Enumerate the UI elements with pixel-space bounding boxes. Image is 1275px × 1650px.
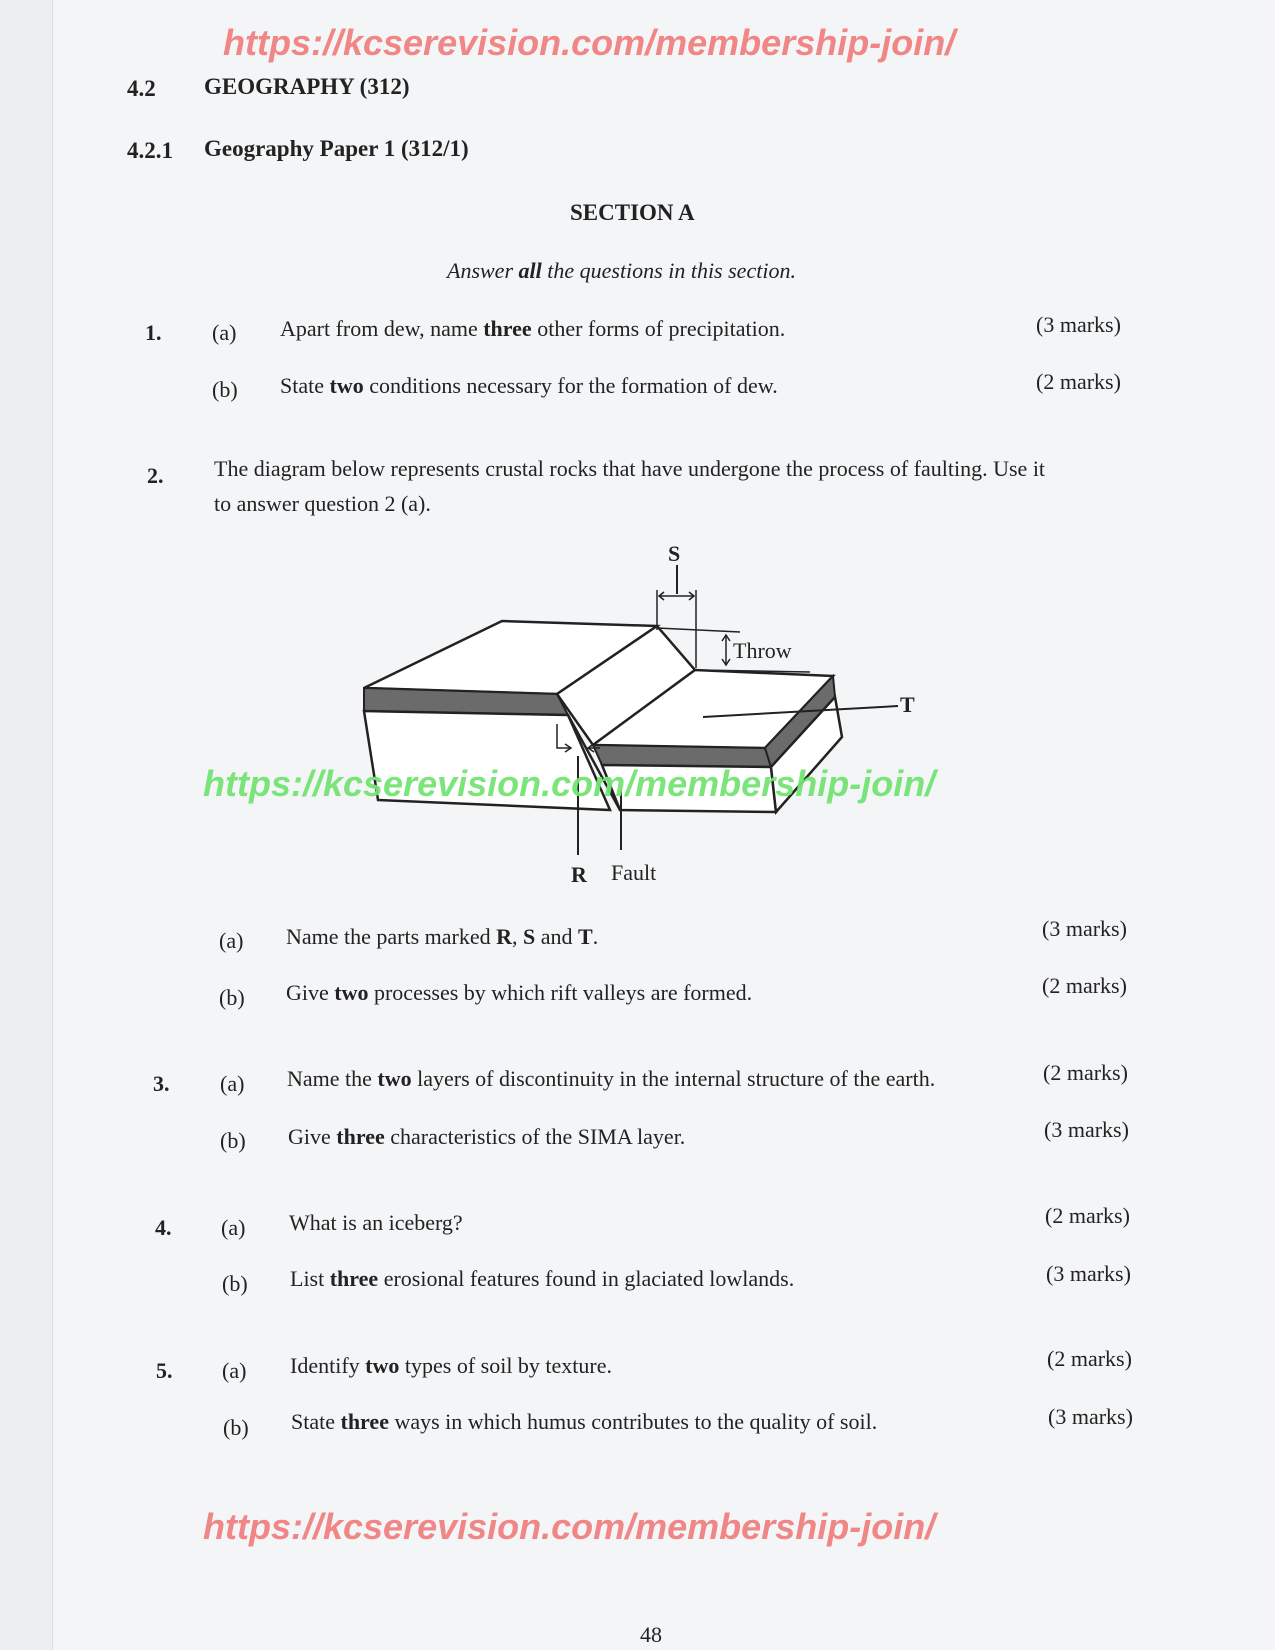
question-number: 2. [147,463,164,488]
watermark-top[interactable]: https://kcserevision.com/membership-join/ [223,22,956,63]
question-text: List three erosional features found in glaciated lowlands. [290,1266,795,1291]
part-label: (b) [223,1415,249,1440]
heading-title: GEOGRAPHY (312) [204,74,410,99]
fault-diagram [340,540,940,900]
question-text: The diagram below represents crustal rocks that have undergone the process of faulting. Use it [214,456,1046,481]
diagram-label-throw: Throw [733,638,792,663]
question-text: Identify two types of soil by texture. [290,1353,613,1378]
question-text: Apart from dew, name three other forms of precipitation. [280,316,786,341]
question-text: to answer question 2 (a). [214,491,431,516]
diagram-label-fault: Fault [611,860,657,885]
question-text: What is an iceberg? [289,1210,463,1235]
question-text: Name the two layers of discontinuity in the internal structure of the earth. [287,1066,936,1091]
heading-number: 4.2 [127,76,156,101]
part-label: (b) [219,985,245,1010]
section-instruction: Answer all the questions in this section. [447,258,796,283]
marks: (3 marks) [1036,312,1121,337]
subheading-title: Geography Paper 1 (312/1) [204,136,469,161]
question-number: 1. [145,320,162,345]
subheading-number: 4.2.1 [127,138,173,163]
question-text: State two conditions necessary for the formation of dew. [280,373,778,398]
diagram-label-s: S [668,541,681,566]
marks: (3 marks) [1044,1117,1129,1142]
watermark-bottom[interactable]: https://kcserevision.com/membership-join/ [203,1506,936,1547]
page-number: 48 [640,1622,662,1647]
part-label: (b) [212,377,238,402]
question-number: 3. [153,1071,170,1096]
marks: (3 marks) [1046,1261,1131,1286]
question-number: 5. [156,1358,173,1383]
marks: (2 marks) [1047,1346,1132,1371]
marks: (2 marks) [1036,369,1121,394]
scan-margin [0,0,53,1650]
question-text: Give two processes by which rift valleys are formed. [286,980,753,1005]
part-label: (a) [212,320,237,345]
question-text: Give three characteristics of the SIMA layer. [288,1124,686,1149]
part-label: (b) [222,1271,248,1296]
part-label: (b) [220,1128,246,1153]
diagram-label-t: T [900,692,915,717]
part-label: (a) [219,928,244,953]
part-label: (a) [221,1215,246,1240]
section-title: SECTION A [570,200,695,225]
question-text: Name the parts marked R, S and T. [286,924,599,949]
question-number: 4. [155,1215,172,1240]
marks: (2 marks) [1042,973,1127,998]
marks: (2 marks) [1043,1060,1128,1085]
part-label: (a) [220,1071,245,1096]
diagram-label-r: R [571,862,587,887]
marks: (3 marks) [1048,1404,1133,1429]
marks: (3 marks) [1042,916,1127,941]
watermark-middle[interactable]: https://kcserevision.com/membership-join/ [203,763,936,804]
question-text: State three ways in which humus contributes to the quality of soil. [291,1409,878,1434]
marks: (2 marks) [1045,1203,1130,1228]
part-label: (a) [222,1358,247,1383]
